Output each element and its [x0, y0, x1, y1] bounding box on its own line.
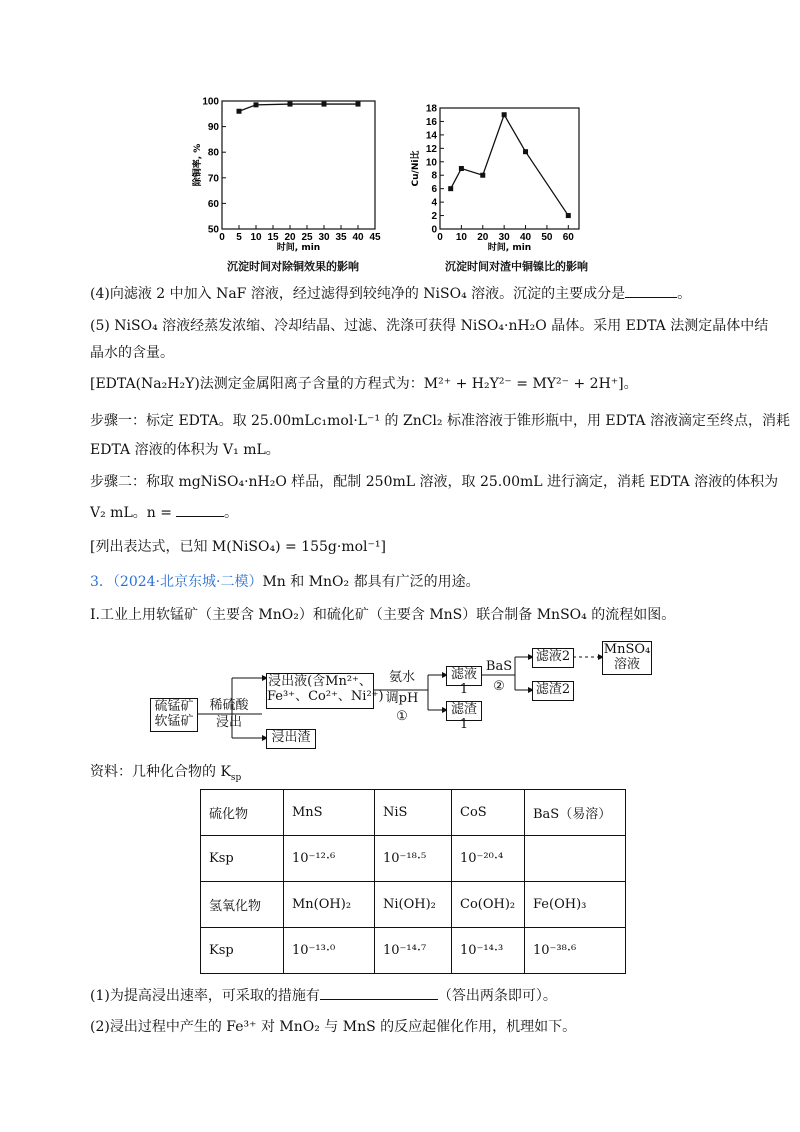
- table-cell: 10⁻¹³·⁰: [284, 928, 375, 974]
- step2-end: 。: [223, 505, 238, 521]
- part-1-intro: Ⅰ.工业上用软锰矿（主要含 MnO₂）和硫化矿（主要含 MnS）联合制备 MnSO₄ 的流程如图。: [90, 607, 676, 623]
- table-row: [201, 882, 626, 928]
- x-tick-label: 50: [541, 232, 553, 243]
- question-1-end: （答出两条即可）。: [437, 988, 557, 1004]
- product-box: MnSO₄ 溶液: [602, 641, 652, 675]
- question-4-end: 。: [677, 286, 692, 302]
- table-cell: Mn(OH)₂: [284, 882, 375, 928]
- table-cell: 10⁻¹⁴·³: [452, 928, 525, 974]
- table-cell: 10⁻²⁰·⁴: [452, 836, 525, 882]
- table-cell: 10⁻¹²·⁶: [284, 836, 375, 882]
- ore-box: 硫锰矿 软锰矿: [150, 698, 198, 732]
- y-tick-label: 0: [431, 224, 437, 236]
- x-tick-label: 45: [369, 232, 381, 243]
- table-cell: 10⁻³⁸·⁶: [525, 928, 626, 974]
- step1-line1: 步骤一：标定 EDTA。取 25.00mLc₁mol·L⁻¹ 的 ZnCl₂ 标准溶液于锥形瓶中，用 EDTA 溶液滴定至终点，消耗: [90, 413, 790, 429]
- chart1-caption: 沉淀时间对除铜效果的影响: [227, 260, 359, 273]
- edta-equation: [EDTA(Na₂H₂Y)法测定金属阳离子含量的方程式为：M²⁺ + H₂Y²⁻ = MY²⁻ + 2H⁺]。: [90, 376, 638, 392]
- step1-line2: EDTA 溶液的体积为 V₁ mL。: [90, 442, 280, 458]
- table-row: [201, 928, 626, 974]
- filtrate1-box: 滤液1: [446, 666, 482, 686]
- x-tick-label: 20: [284, 232, 296, 243]
- step2-line2-text: V₂ mL。n =: [90, 505, 172, 521]
- table-cell: CoS: [452, 790, 525, 836]
- x-tick-label: 40: [352, 232, 364, 243]
- table-cell: Ksp: [201, 836, 284, 882]
- step2-line1: 步骤二：称取 mgNiSO₄·nH₂O 样品，配制 250mL 溶液，取 25.00mL 进行滴定，消耗 EDTA 溶液的体积为: [90, 474, 779, 490]
- slag2-box: 滤渣2: [532, 681, 574, 701]
- table-cell: 10⁻¹⁸·⁵: [375, 836, 452, 882]
- y-tick-label: 6: [431, 184, 437, 196]
- y-tick-label: 14: [425, 130, 437, 142]
- question-number: 3．: [90, 574, 113, 590]
- x-tick-label: 10: [455, 232, 467, 243]
- y-tick-label: 100: [202, 96, 219, 108]
- step1-marker: ①: [396, 709, 408, 724]
- x-axis-label: 时间, min: [276, 243, 321, 253]
- y-tick-label: 50: [207, 224, 219, 236]
- table-cell: BaS（易溶）: [525, 790, 626, 836]
- y-tick-label: 12: [425, 143, 437, 155]
- x-tick-label: 5: [236, 232, 242, 243]
- question-5-line1: (5) NiSO₄ 溶液经蒸发浓缩、冷却结晶、过滤、洗涤可获得 NiSO₄·nH₂O 晶体。采用 EDTA 法测定晶体中结: [90, 318, 769, 334]
- question-1: [90, 985, 557, 1006]
- x-tick-label: 0: [219, 232, 225, 243]
- table-cell: NiS: [375, 790, 452, 836]
- data-label-text: 资料：几种化合物的 K: [90, 764, 231, 780]
- x-tick-label: 15: [267, 232, 279, 243]
- slag1-box: 滤渣1: [446, 701, 482, 721]
- y-tick-label: 80: [207, 147, 219, 159]
- y-tick-label: 16: [425, 116, 437, 128]
- question-1-text: (1)为提高浸出速率，可采取的措施有: [90, 988, 320, 1004]
- question-5-line2: 晶水的含量。: [90, 345, 174, 361]
- question-source[interactable]: （2024·北京东城·二模）: [112, 574, 263, 590]
- table-cell: 氢氧化物: [201, 882, 284, 928]
- data-label-sub: sp: [230, 772, 242, 783]
- y-tick-label: 90: [207, 122, 219, 134]
- y-tick-label: 70: [207, 173, 219, 185]
- leachate-box: 浸出液(含Mn²⁺、 Fe³⁺、Co²⁺、Ni²⁺): [266, 673, 374, 709]
- question-4-text: (4)向滤液 2 中加入 NaF 溶液，经过滤得到较纯净的 NiSO₄ 溶液。沉淀的主要成分是: [90, 286, 626, 302]
- x-axis-label: 时间, min: [487, 243, 532, 253]
- chart2-caption: 沉淀时间对渣中铜镍比的影响: [445, 260, 588, 273]
- x-tick-label: 60: [562, 232, 574, 243]
- x-tick-label: 30: [318, 232, 330, 243]
- x-tick-label: 35: [335, 232, 347, 243]
- y-axis-label: 除铜率, %: [193, 143, 203, 187]
- table-cell: MnS: [284, 790, 375, 836]
- x-tick-label: 10: [250, 232, 262, 243]
- y-tick-label: 2: [431, 211, 437, 223]
- step2-marker: ②: [493, 679, 505, 694]
- table-row: [201, 836, 626, 882]
- y-tick-label: 60: [207, 198, 219, 210]
- data-label: [90, 762, 241, 788]
- table-cell: 10⁻¹⁴·⁷: [375, 928, 452, 974]
- y-tick-label: 10: [425, 157, 437, 169]
- molar-mass-note: [列出表达式，已知 M(NiSO₄) = 155g·mol⁻¹]: [90, 539, 386, 555]
- table-cell: Co(OH)₂: [452, 882, 525, 928]
- leach-label: 浸出: [215, 715, 242, 730]
- table-cell: Ni(OH)₂: [375, 882, 452, 928]
- table-cell: [525, 836, 626, 882]
- x-tick-label: 30: [498, 232, 510, 243]
- y-tick-label: 18: [425, 103, 437, 115]
- x-tick-label: 20: [477, 232, 489, 243]
- ammonia-label: 氨水: [388, 670, 415, 685]
- x-tick-label: 0: [437, 232, 443, 243]
- y-axis-label: Cu/Ni比: [411, 150, 421, 187]
- table-cell: 硫化物: [201, 790, 284, 836]
- x-tick-label: 40: [519, 232, 532, 243]
- ksp-table: [200, 789, 626, 974]
- table-row: [201, 790, 626, 836]
- y-tick-label: 8: [431, 170, 437, 182]
- question-2: (2)浸出过程中产生的 Fe³⁺ 对 MnO₂ 与 MnS 的反应起催化作用，机理如下。: [90, 1019, 577, 1035]
- table-cell: Ksp: [201, 928, 284, 974]
- answer-blank[interactable]: [320, 985, 438, 1000]
- bas-label: BaS: [485, 659, 513, 674]
- y-tick-label: 4: [431, 197, 437, 209]
- x-tick-label: 25: [301, 232, 313, 243]
- question-3-text: Mn 和 MnO₂ 都具有广泛的用途。: [262, 574, 480, 590]
- table-cell: Fe(OH)₃: [525, 882, 626, 928]
- adjust-ph-label: 调pH: [385, 691, 419, 706]
- filtrate2-box: 滤液2: [532, 648, 574, 668]
- acid-label: 稀硫酸: [209, 698, 249, 713]
- residue-box: 浸出渣: [266, 729, 316, 749]
